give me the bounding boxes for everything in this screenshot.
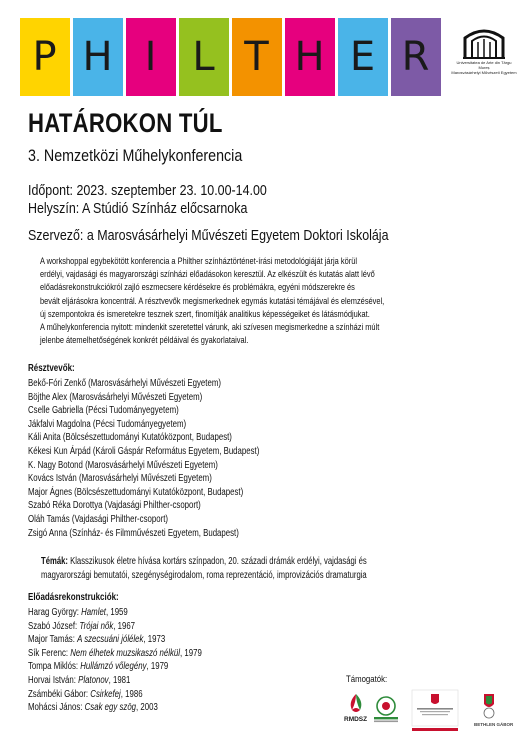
rmdsz-logo — [344, 694, 367, 723]
description-line: erdélyi, vajdasági és magyarországi színházi előadásokon keresztül. Az elkészült és kutatás alatt lévő — [40, 269, 375, 281]
topics-line-1: Klasszikusok életre hívása kortárs színpadon, 20. századi drámák erdélyi, vajdasági és — [70, 556, 367, 567]
bethlen-gabor-logo — [474, 694, 514, 727]
banner-tile-h2: H — [285, 18, 335, 96]
university-logo — [451, 26, 517, 86]
participant-item: Zsigó Anna (Színház- és Filmművészeti Egyetem, Budapest) — [28, 527, 239, 539]
government-logo — [412, 690, 458, 731]
participant-item: Káli Anita (Bölcsészettudományi Kutatóközpont, Budapest) — [28, 432, 232, 444]
participants-list — [28, 377, 259, 540]
banner-tile-r: R — [391, 18, 441, 96]
participant-item: Szabó Réka Dorottya (Vajdasági Philther-csoport) — [28, 500, 201, 512]
banner-tile-h: H — [73, 18, 123, 96]
logo-caption-1: Universitatea de Arte din Târgu Mureș — [456, 60, 512, 70]
reconstruction-item: Mohácsi János: Csak egy szög, 2003 — [28, 702, 158, 714]
topics-block — [41, 555, 367, 582]
philther-banner — [20, 18, 438, 96]
event-venue: Helyszín: A Stúdió Színház előcsarnoka — [28, 200, 248, 217]
participant-item: Bekő-Fóri Zenkő (Marosvásárhelyi Művészeti Egyetem) — [28, 378, 221, 389]
partner-logo-2 — [374, 697, 398, 722]
description-line: A műhelykonferencia nyitott: mindenkit szeretettel várunk, aki szívesen megismerkedne a színházi múlt — [40, 322, 380, 334]
reconstructions-list — [28, 606, 202, 715]
participant-item: K. Nagy Botond (Marosvásárhelyi Művészeti Egyetem) — [28, 459, 218, 471]
reconstruction-item: Major Tamás: A szecsuáni jólélek, 1973 — [28, 634, 166, 646]
reconstruction-item: Tompa Miklós: Hullámzó vőlegény, 1979 — [28, 661, 169, 673]
sponsors-label: Támogatók: — [346, 674, 388, 685]
description-paragraph — [40, 255, 384, 347]
reconstructions-label: Előadásrekonstrukciók: — [28, 592, 119, 603]
rmdsz-text: RMDSZ — [344, 716, 368, 723]
arch-icon — [462, 26, 506, 60]
sponsor-logos — [342, 688, 522, 734]
banner-tile-t: T — [232, 18, 282, 96]
participant-item: Oláh Tamás (Vajdasági Philther-csoport) — [28, 513, 168, 525]
page-subtitle: 3. Nemzetközi Műhelykonferencia — [28, 146, 243, 165]
reconstruction-item: Horvai István: Platonov, 1981 — [28, 674, 131, 686]
reconstruction-item: Zsámbéki Gábor: Csirkefej, 1986 — [28, 688, 143, 700]
event-date: Időpont: 2023. szeptember 23. 10.00-14.00 — [28, 182, 267, 199]
description-line: új szempontokra és ismeretekre tesznek szert, finomítják analitikus képességeiket és látásmódjukat. — [40, 308, 370, 320]
participant-item: Böjthe Alex (Marosvásárhelyi Művészeti Egyetem) — [28, 391, 203, 403]
description-line: bevált eljárásokra koncentrál. A résztvevők megismerkednek egymás kutatási témájával és elemzésével, — [40, 295, 385, 307]
banner-tile-i: I — [126, 18, 176, 96]
participants-label: Résztvevők: — [28, 363, 75, 374]
banner-tile-l: L — [179, 18, 229, 96]
description-line: előadásrekonstrukciókról zajló eszmecsere kérdésekre és problémákra, egyéni módszerekre és — [40, 282, 355, 294]
participant-item: Cselle Gabriella (Pécsi Tudományegyetem) — [28, 405, 179, 417]
topics-label: Témák: — [41, 556, 68, 567]
participant-item: Major Ágnes (Bölcsészettudományi Kutatóközpont, Budapest) — [28, 486, 244, 498]
bethlen-gabor-text: BETHLEN GÁBOR — [474, 722, 514, 727]
description-line: jelenbe átemelhetőségének konkrét példáival és gyakorlataival. — [40, 335, 249, 347]
participant-item: Jákfalvi Magdolna (Pécsi Tudományegyetem) — [28, 418, 187, 430]
event-organizer: Szervező: a Marosvásárhelyi Művészeti Egyetem Doktori Iskolája — [28, 227, 389, 244]
participant-item: Kovács István (Marosvásárhelyi Művészeti Egyetem) — [28, 473, 212, 485]
reconstruction-item: Szabó József: Trójai nők, 1967 — [28, 620, 136, 632]
logo-caption-2: Marosvásárhelyi Művészeti Egyetem — [451, 70, 517, 75]
banner-tile-e: E — [338, 18, 388, 96]
reconstruction-item: Sík Ferenc: Nem élhetek muzsikaszó nélkül, 1979 — [28, 647, 202, 659]
reconstruction-item: Harag György: Hamlet, 1959 — [28, 607, 128, 618]
participant-item: Kékesi Kun Árpád (Károli Gáspár Református Egyetem, Budapest) — [28, 445, 260, 457]
banner-tile-p: P — [20, 18, 70, 96]
page-title: HATÁROKON TÚL — [28, 108, 223, 138]
topics-line-2: magyarországi bemutatói, szegénységirodalom, roma reprezentáció, improvizációs dramaturgia — [41, 569, 367, 581]
description-line: A workshoppal egybekötött konferencia a Philther színháztörténet-írási metodológiáját járja körül — [40, 256, 357, 267]
